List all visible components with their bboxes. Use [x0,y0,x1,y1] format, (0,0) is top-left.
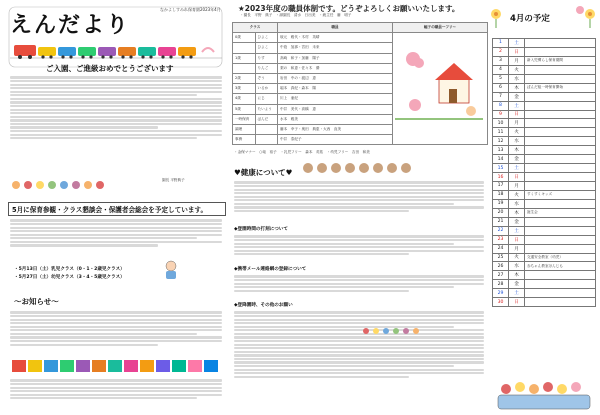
calendar-row [493,208,596,217]
staff-names: 水本 雅美 [278,114,393,124]
class: ばんだ [255,114,278,124]
class: ぞう [255,73,278,83]
staff-names: 高崎 和子・加藤 陽子 [278,53,393,63]
calendar-event [525,155,596,164]
flower-pot-icon [492,381,596,411]
calendar-weekday: 金 [509,217,525,226]
flower-icon [10,179,120,191]
calendar-weekday: 月 [509,119,525,128]
calendar-row [493,39,596,48]
staff-names: 中井 美代・高橋 恵 [278,104,393,114]
calendar-event [525,235,596,244]
calendar-event [525,119,596,128]
calendar-event [525,65,596,74]
class: ひよこ [255,43,278,53]
flower-decoration [10,176,120,188]
calendar-date: 12 [493,137,509,146]
staff-table [232,22,488,145]
staff-names: 川上 亜紀 [278,94,393,104]
calendar-date: 3 [493,56,509,65]
class: たいよう [255,104,278,114]
age: 2歳 [233,73,256,83]
calendar-date: 1 [493,39,509,48]
calendar-date: 4 [493,65,509,74]
tulip-icon [360,327,480,335]
pencil-border [10,358,222,374]
staff-footer: ・金保マナー ○竜 裕子 ・乳児フリー 森本 英佑 ・幼児フリー 吉田 和美 [234,150,370,154]
train-icon [10,40,222,60]
calendar-date: 10 [493,119,509,128]
health-sub-3: ◆登降園時、その他のお願い [234,303,293,308]
calendar-weekday: 日 [509,298,525,307]
calendar-date: 2 [493,47,509,56]
calendar-event [525,244,596,253]
calendar-weekday: 土 [509,39,525,48]
calendar-date: 13 [493,146,509,155]
calendar-date: 29 [493,289,509,298]
calendar-date: 8 [493,101,509,110]
calendar-event [525,137,596,146]
age: 1歳 [233,53,256,63]
calendar-row [493,92,596,101]
calendar-event [525,101,596,110]
staff-heading: ★2023年度の職員体制です。どうぞよろしくお願いいたします。 [238,4,460,13]
greeting-body [10,75,222,141]
calendar-row [493,83,596,92]
class: ひよこ [255,33,278,43]
calendar-row [493,298,596,307]
calendar-event [525,128,596,137]
small-flowers [360,320,480,328]
col-staff: 職員 [278,23,393,33]
calendar-row [493,101,596,110]
calendar-weekday: 金 [509,280,525,289]
age: 4歳 [233,94,256,104]
calendar-weekday: 水 [509,74,525,83]
calendar-event [525,280,596,289]
calendar-date: 20 [493,208,509,217]
house-illustration-icon [395,33,483,127]
calendar-date: 9 [493,110,509,119]
age: 一時保育 [233,114,256,124]
calendar-weekday: 火 [509,190,525,199]
other-staff-cell [393,33,488,145]
calendar-date: 5 [493,74,509,83]
calendar-event [525,39,596,48]
calendar-date: 24 [493,244,509,253]
calendar-date: 7 [493,92,509,101]
calendar-event [525,298,596,307]
calendar-weekday: 木 [509,208,525,217]
calendar-weekday: 水 [509,137,525,146]
calendar-weekday: 火 [509,65,525,74]
calendar-row [493,199,596,208]
calendar-event: 新入児慣らし保育期間 [525,56,596,65]
child-icon [160,258,182,280]
staff-names: 堀本 真紀・森本 陽 [278,84,393,94]
calendar-weekday: 金 [509,155,525,164]
signature [162,178,185,183]
calendar-event [525,182,596,191]
calendar-weekday: 土 [509,164,525,173]
calendar-row [493,253,596,262]
calendar-row [493,271,596,280]
calendar-weekday: 日 [509,235,525,244]
bears-decoration [300,159,420,171]
calendar-weekday: 月 [509,244,525,253]
calendar-date: 16 [493,173,509,182]
calendar-weekday: 水 [509,262,525,271]
calendar-row [493,74,596,83]
calendar-event: 交通安全教室（幼児） [525,253,596,262]
calendar-weekday: 月 [509,56,525,65]
health-body [234,180,484,214]
calendar-event: 赤ちゃん教室ほんじも [525,262,596,271]
calendar-date: 28 [493,280,509,289]
age: 0歳 [233,33,256,43]
calendar-row [493,182,596,191]
staff-names: 坂元 雅代・木村 英晴 [278,33,393,43]
calendar-date: 22 [493,226,509,235]
calendar-row [493,56,596,65]
calendar-date: 21 [493,217,509,226]
calendar-date: 27 [493,271,509,280]
calendar-weekday: 火 [509,253,525,262]
calendar-row [493,235,596,244]
notice-body-2 [10,378,222,401]
calendar-event: ぽんだ組一時保育開始 [525,83,596,92]
calendar-date: 30 [493,298,509,307]
calendar-row [493,289,596,298]
visit-line-2: ・5月27日（土）幼児クラス（3・4・5歳児クラス） [14,275,125,280]
calendar-event [525,271,596,280]
signature-title: 園長 [162,178,170,182]
signature-name: 平野典子 [170,178,185,182]
calendar-event: すくすくキッズ [525,190,596,199]
calendar-date: 19 [493,199,509,208]
calendar-row [493,137,596,146]
calendar-row [493,65,596,74]
bear-icon [300,162,420,174]
calendar-row [493,173,596,182]
calendar-event [525,74,596,83]
class: いるか [255,84,278,94]
calendar-table [492,38,596,307]
staff-names: 藤本 幸子・奥田 典恵・大西 直美 [278,124,393,134]
calendar-weekday: 金 [509,92,525,101]
calendar-weekday: 土 [509,226,525,235]
age: 事務 [233,135,256,145]
health-heading: ♥健康について♥ [234,168,293,177]
health-sub-2-body [234,274,484,293]
calendar-event [525,226,596,235]
calendar-row [493,47,596,56]
calendar-weekday: 木 [509,271,525,280]
calendar-row [493,128,596,137]
calendar-weekday: 日 [509,47,525,56]
calendar-event [525,173,596,182]
health-sub-1-body [234,234,484,257]
calendar-event [525,289,596,298]
calendar-weekday: 水 [509,199,525,208]
calendar-date: 18 [493,190,509,199]
calendar-weekday: 土 [509,101,525,110]
calendar-date: 23 [493,235,509,244]
calendar-event [525,164,596,173]
pencil-icon [10,358,222,374]
calendar-event [525,110,596,119]
class: にじ [255,94,278,104]
calendar-date: 17 [493,182,509,191]
calendar-row [493,119,596,128]
notice-heading: ～お知らせ～ [14,297,59,306]
calendar-weekday: 土 [509,289,525,298]
staff-names: 岩田 中の・渡辺 恵 [278,73,393,83]
newsletter-title: えんだより [10,13,131,38]
calendar-weekday: 火 [509,128,525,137]
visit-line-1: ・5月13日（土）乳児クラス（0・1・2歳児クラス） [14,267,125,272]
greeting-heading: ご入園、ご進級おめでとうございます [46,64,174,73]
org-date: なかよしすみれ保育園2023年4月 [160,7,221,12]
calendar-event [525,47,596,56]
staff-header-line: ・園長 平野 典子 ・副園長 清水 日出美 ・統主任 藤 明子 [240,13,352,17]
age [233,63,256,73]
calendar-heading: 4月の予定 [510,14,550,24]
flower-pot [492,381,596,411]
visit-notice-heading: 5月に保育参観・クラス懇談会・保護者会総会を予定しています。 [8,202,226,216]
age: 5歳 [233,104,256,114]
calendar-event [525,146,596,155]
calendar-date: 25 [493,253,509,262]
health-sub-2: ◆携帯メール連絡網の登録について [234,267,307,272]
calendar-row [493,110,596,119]
calendar-event [525,217,596,226]
calendar-weekday: 日 [509,110,525,119]
calendar-event [525,199,596,208]
calendar-row [493,262,596,271]
staff-names: 中島 加那・宮田 未来 [278,43,393,53]
calendar-date: 14 [493,155,509,164]
age [233,43,256,53]
train-illustration [10,40,222,60]
child-illustration [160,258,182,280]
calendar-date: 26 [493,262,509,271]
calendar-date: 11 [493,128,509,137]
col-other: 幅子の職員一フリー [393,23,488,33]
calendar-row [493,155,596,164]
calendar-row [493,190,596,199]
col-class: クラス [233,23,278,33]
calendar-weekday: 月 [509,182,525,191]
calendar-date: 15 [493,164,509,173]
calendar-weekday: 木 [509,146,525,155]
calendar-row [493,226,596,235]
calendar-event: 誕生会 [525,208,596,217]
calendar-weekday: 日 [509,173,525,182]
staff-names: 梨の 和恵・佐々木 優 [278,63,393,73]
health-sub-1: ◆登園時間の打刻について [234,227,288,232]
age: 調理 [233,124,256,134]
calendar-row [493,280,596,289]
staff-names: 中井 泰紀子 [278,135,393,145]
class [255,124,278,134]
notice-body [10,310,222,347]
calendar-weekday: 木 [509,83,525,92]
calendar-row [493,164,596,173]
calendar-row [493,146,596,155]
class: りんご [255,63,278,73]
class [255,135,278,145]
calendar-row [493,217,596,226]
age: 3歳 [233,84,256,94]
calendar-row [493,244,596,253]
calendar-date: 6 [493,83,509,92]
class: りす [255,53,278,63]
calendar-event [525,92,596,101]
visit-notice-body [10,218,222,248]
